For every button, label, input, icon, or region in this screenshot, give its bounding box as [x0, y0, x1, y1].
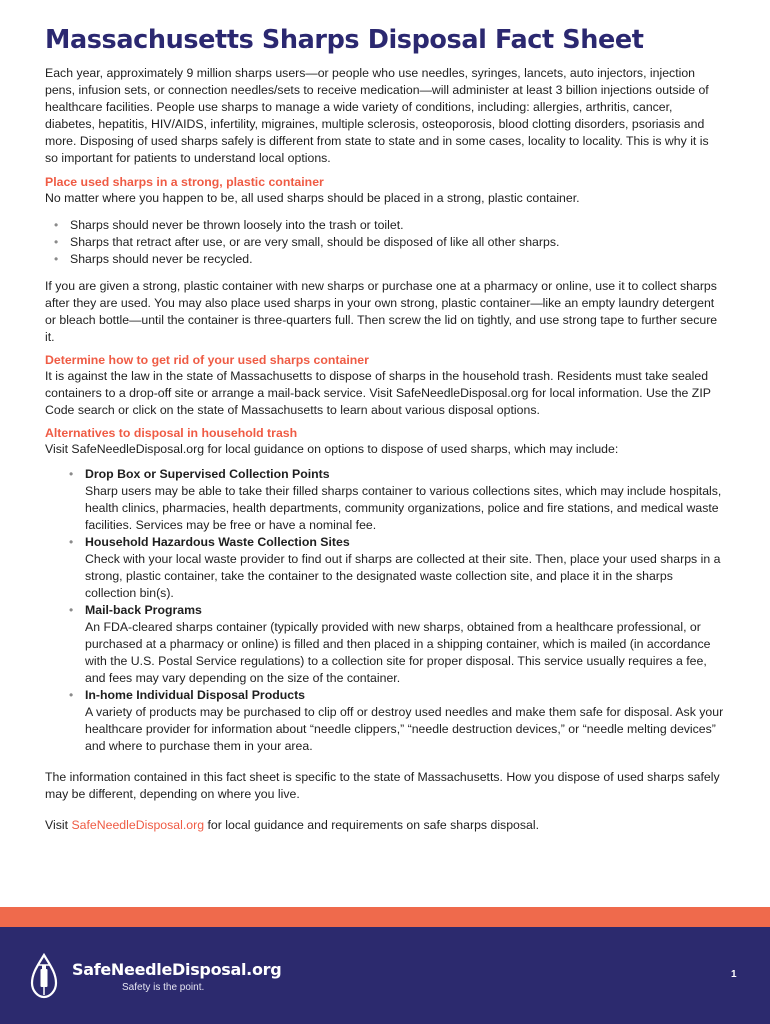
list-item	[69, 687, 725, 755]
bullet-dot-icon: •	[54, 218, 59, 232]
alternative-text: Check with your local waste provider to find out if sharps are collected at their site. Then, place your used sharps in a strong, plastic container, take the container to the designated waste collection site, and place it in the sharps collection bin(s).	[85, 552, 721, 600]
alternatives-list	[69, 466, 725, 755]
page-title: Massachusetts Sharps Disposal Fact Sheet	[45, 25, 644, 55]
list-item	[69, 466, 725, 534]
alternative-text: Sharp users may be able to take their filled sharps container to various collections sites, which may include hospitals, health clinics, pharmacies, health departments, community organizations, police and fire stations, and medical waste facilities. Services may be free or have a nominal fee.	[85, 484, 722, 532]
bullet-dot-icon: •	[69, 688, 74, 702]
footer-accent-stripe	[0, 907, 770, 927]
alternative-text: A variety of products may be purchased to clip off or destroy used needles and make them safe for disposal. Ask your healthcare provider for information about “needle clippers,” “needle destruction devices,” or “needle melting devices” and where to purchase them in your area.	[85, 705, 724, 753]
list-item: • Sharps should never be recycled.	[54, 252, 253, 266]
list-item: • Sharps should never be thrown loosely into the trash or toilet.	[54, 218, 404, 232]
needle-drop-logo-icon	[30, 953, 58, 1001]
section-heading-container: Place used sharps in a strong, plastic container	[45, 175, 324, 189]
logo-wordmark: SafeNeedleDisposal.org	[72, 960, 282, 979]
alternative-title: In-home Individual Disposal Products	[85, 688, 306, 702]
section-heading-get-rid: Determine how to get rid of your used sharps container	[45, 353, 369, 367]
list-item: • Sharps that retract after use, or are very small, should be disposed of like all other sharps.	[54, 235, 560, 249]
section-law-text: It is against the law in the state of Massachusetts to dispose of sharps in the household trash. Residents must take sealed containers to a drop-off site or arrange a mail-back service. Visit SafeNeedleDisposal.org for local information. Use the ZIP Code search or click on the state of Massachusetts to learn about various disposal options.	[45, 369, 711, 417]
visit-line: Visit SafeNeedleDisposal.org for local guidance and requirements on safe sharps disposal.	[45, 818, 540, 832]
section-alternatives-text: Visit SafeNeedleDisposal.org for local guidance on options to dispose of used sharps, which may include:	[45, 442, 619, 456]
alternative-title: Mail-back Programs	[85, 603, 202, 617]
section-container-text: No matter where you happen to be, all used sharps should be placed in a strong, plastic container.	[45, 191, 580, 205]
intro-paragraph: Each year, approximately 9 million sharps users—or people who use needles, syringes, lancets, auto injectors, injection pens, infusion sets, or connection needles/sets to receive medication—will administer at least 3 billion injections outside of healthcare facilities. People use sharps to manage a wide variety of conditions, including: allergies, arthritis, cancer, diabetes, hepatitis, HIV/AIDS, infertility, migraines, multiple sclerosis, osteoporosis, blood clotting disorders, psoriasis and more. Disposing of used sharps safely is different from state to state and in some cases, locality to locality. This is why it is so important for patients to understand local options.	[45, 66, 709, 165]
bullet-dot-icon: •	[69, 603, 74, 617]
main-content	[45, 24, 725, 834]
container-instructions-paragraph: If you are given a strong, plastic container with new sharps or purchase one at a pharmacy or online, use it to collect sharps after they are used. You may also place used sharps in your own strong, plastic container—like an empty laundry detergent or bleach bottle—until the container is three-quarters full. Then screw the lid on tightly, and use strong tape to further secure it.	[45, 279, 718, 344]
list-item	[69, 534, 725, 602]
bullet-dot-icon: •	[69, 467, 74, 481]
alternative-text: An FDA-cleared sharps container (typically provided with new sharps, obtained from a healthcare professional, or purchased at a pharmacy or online) is filled and then placed in a shipping container, which is mailed (in accordance with the U.S. Postal Service regulations) to a collection site for proper disposal. This service usually requires a fee, and fees may vary depending on the size of the container.	[85, 620, 711, 685]
alternative-title: Household Hazardous Waste Collection Sites	[85, 535, 350, 549]
bullet-dot-icon: •	[54, 252, 59, 266]
bullet-dot-icon: •	[54, 235, 59, 249]
section-heading-alternatives: Alternatives to disposal in household trash	[45, 426, 298, 440]
footer	[0, 927, 770, 1024]
alternative-title: Drop Box or Supervised Collection Points	[85, 467, 330, 481]
logo-tagline: Safety is the point.	[122, 982, 205, 993]
list-item	[69, 602, 725, 687]
safeneedledisposal-link[interactable]: SafeNeedleDisposal.org	[71, 818, 205, 832]
page-number: 1	[731, 969, 737, 980]
container-rules-list	[54, 217, 725, 268]
closing-paragraph: The information contained in this fact sheet is specific to the state of Massachusetts. How you dispose of used sharps safely may be different, depending on where you live.	[45, 770, 720, 801]
bullet-dot-icon: •	[69, 535, 74, 549]
